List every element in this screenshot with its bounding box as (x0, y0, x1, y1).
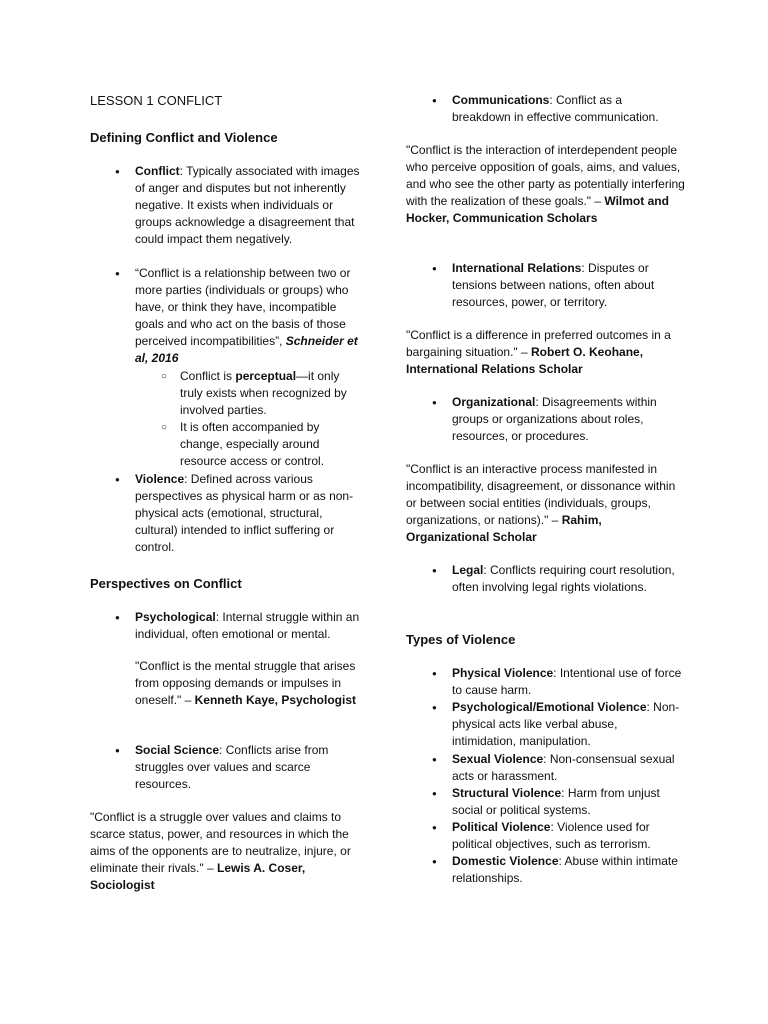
term-communications: Communications (452, 93, 550, 107)
cite-schneider: Schneider et al, 2016 (135, 334, 358, 365)
term-sexual-violence: Sexual Violence (452, 752, 544, 766)
list-item-violence-type: ● Domestic Violence: Abuse within intimate relationships. (452, 853, 682, 887)
term-social-science: Social Science (135, 743, 220, 757)
quote-keohane: "Conflict is a difference in preferred outcomes in a bargaining situation." – Robert O. Keohane, International Relations Scholar (406, 328, 671, 376)
list-item-schneider-quote (135, 265, 365, 367)
cite-rahim: Rahim, Organizational Scholar (406, 513, 602, 544)
list-item-organizational: ● Organizational: Disagreements within groups or organizations about roles, resources, or procedures. (452, 394, 682, 445)
list-item-violence-type: ● Psychological/Emotional Violence: Non-physical acts like verbal abuse, intimidation, manipulation. (452, 699, 682, 750)
quote-wilmot: "Conflict is the interaction of interdependent people who perceive opposition of goals, aims, and values, and who see the other party as potentially interfering with the realization of these goals." – Wilmot and Hocker, Communication Scholars (406, 143, 685, 225)
term-legal: Legal (452, 563, 484, 577)
list-item-social-science: ● Social Science: Conflicts arise from struggles over values and scarce resources. (135, 742, 363, 793)
quote-rahim: "Conflict is an interactive process manifested in incompatibility, disagreement, or dissonance within or between social entities (individuals, groups, organizations, or nations)." – Rahim, Organizational Scholar (406, 462, 676, 544)
sub-item-perceptual: ○ Conflict is perceptual—it only truly exists when recognized by involved parties. (180, 368, 362, 419)
perspectives-heading: Perspectives on Conflict (90, 576, 242, 591)
list-item-psychological: ● Psychological: Internal struggle within an individual, often emotional or mental. "Conflict is the mental struggle that arises from opposing demands or impulses in oneself." – Kenneth Kaye, Psychologist (135, 609, 365, 709)
list-item-communications: ● Communications: Conflict as a breakdown in effective communication. (452, 92, 682, 126)
term-violence: Violence (135, 472, 185, 486)
quote-kaye: "Conflict is the mental struggle that arises from opposing demands or impulses in oneself." – Kenneth Kaye, Psychologist (135, 659, 357, 707)
term-political-violence: Political Violence (452, 820, 551, 834)
term-international-relations: International Relations (452, 261, 582, 275)
list-item-violence-type: ● Physical Violence: Intentional use of force to cause harm. (452, 665, 682, 699)
term-structural-violence: Structural Violence (452, 786, 562, 800)
term-domestic-violence: Domestic Violence (452, 854, 559, 868)
term-physical-violence: Physical Violence (452, 666, 554, 680)
list-item-violence: ● Violence: Defined across various perspectives as physical harm or as non-physical acts (emotional, structural, cultural) intended to inflict suffering or control. (135, 471, 363, 556)
types-heading: Types of Violence (406, 632, 516, 647)
quote-coser: "Conflict is a struggle over values and claims to scarce status, power, and resources in which the aims of the opponents are to neutralize, injure, or eliminate their rivals." – Lewis A. Coser, Sociologist (90, 810, 351, 892)
cite-wilmot: Wilmot and Hocker, Communication Scholars (406, 194, 669, 225)
list-item-conflict (135, 163, 363, 248)
list-item-violence-type: ● Structural Violence: Harm from unjust social or political systems. (452, 785, 682, 819)
term-conflict: Conflict (135, 164, 180, 178)
text-conflict: : Typically associated with images of anger and disputes but not inherently negative. It exists when individuals or groups acknowledge a disagreement that could impact them negatively. (135, 164, 360, 246)
cite-kaye: Kenneth Kaye, Psychologist (194, 693, 357, 707)
cite-coser: Lewis A. Coser, Sociologist (90, 861, 306, 892)
term-psychological: Psychological (135, 610, 216, 624)
term-perceptual: perceptual (235, 369, 297, 383)
lesson-title: LESSON 1 CONFLICT (90, 93, 223, 108)
list-item-violence-type: ● Political Violence: Violence used for political objectives, such as terrorism. (452, 819, 682, 853)
list-item-legal: ● Legal: Conflicts requiring court resolution, often involving legal rights violations. (452, 562, 682, 596)
list-item-international-relations: ● International Relations: Disputes or tensions between nations, often about resources, power, or territory. (452, 260, 682, 311)
list-item-violence-type: ● Sexual Violence: Non-consensual sexual acts or harassment. (452, 751, 682, 785)
cite-keohane: Robert O. Keohane, International Relations Scholar (406, 345, 644, 376)
term-organizational: Organizational (452, 395, 536, 409)
quote-schneider: “Conflict is a relationship between two or more parties (individuals or groups) who have, or think they have, incompatible goals and who act on the basis of those perceived incompatibilities”, (135, 266, 351, 348)
defining-heading: Defining Conflict and Violence (90, 130, 278, 145)
term-psychological-violence: Psychological/Emotional Violence (452, 700, 647, 714)
sub-item-change: ○ It is often accompanied by change, especially around resource access or control. (180, 419, 362, 470)
